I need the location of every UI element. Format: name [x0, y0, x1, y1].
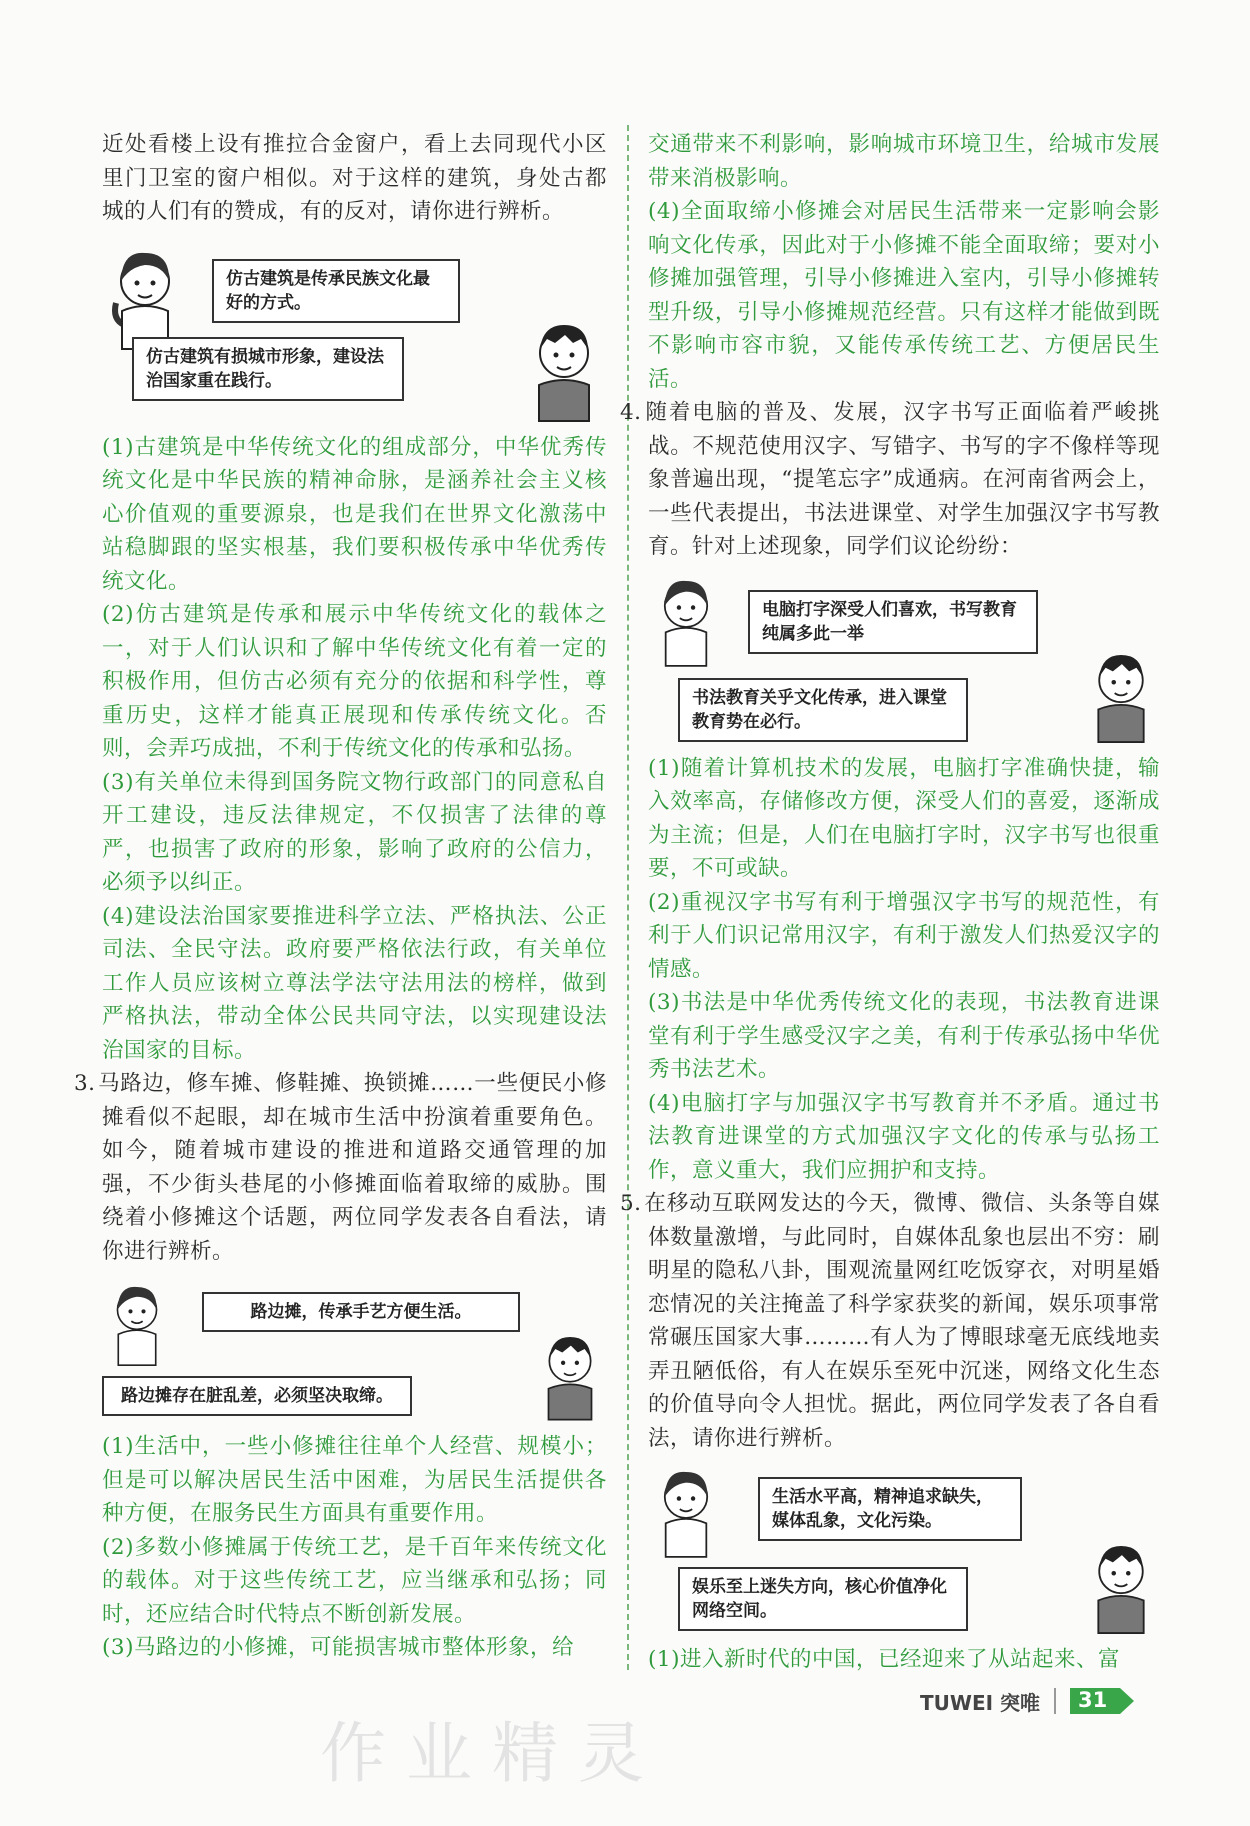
girl-illustration [102, 241, 188, 351]
boy-illustration [1082, 644, 1160, 744]
answer-q4-2: (2)重视汉字书写有利于增强汉字书写的规范性，有利于人们识记常用汉字，有利于激发人们热爱汉字的情感。 [648, 889, 1160, 982]
question-5 [620, 1187, 1160, 1455]
left-column [74, 128, 607, 1665]
speech-bubble-boy: 书法教育关乎文化传承，进入课堂教育势在必行。 [678, 678, 968, 742]
girl-illustration [648, 1461, 724, 1559]
answer-q3-1: (1)生活中，一些小修摊往往单个人经营、规模小；但是可以解决居民生活中困难，为居民生活提供各种方便，在服务民生方面具有重要作用。 [102, 1434, 607, 1526]
question-4-number: 4. [620, 400, 642, 425]
speech-bubble-boy: 路边摊存在脏乱差，必须坚决取缔。 [102, 1376, 412, 1416]
boy-illustration [533, 1326, 607, 1422]
answer-q2-1: (1)古建筑是中华传统文化的组成部分，中华优秀传统文化是中华民族的精神命脉，是涵养社会主义核心价值观的重要源泉，也是我们在世界文化激荡中站稳脚跟的坚实根基，我们要积极传承中华优秀传统文化。 [102, 434, 607, 594]
speech-bubble-boy: 娱乐至上迷失方向，核心价值净化网络空间。 [678, 1567, 968, 1631]
question-5-text: 在移动互联网发达的今天，微博、微信、头条等自媒体数量激增，与此同时，自媒体乱象也层出不穷：刷明星的隐私八卦，围观流量网红吃饭穿衣，对明星婚恋情况的关注掩盖了科学家获奖的新闻，娱乐项事常常碾压国家大事………有人为了博眼球毫无底线地卖弄丑陋低俗，有人在娱乐至死中沉迷，网络文化生态的价值导向令人担忧。据此，两位同学发表了各自看法，请你进行辨析。 [644, 1191, 1160, 1451]
answer-q2-4: (4)建设法治国家要推进科学立法、严格执法、公正司法、全民守法。政府要严格依法行政，有关单位工作人员应该树立尊法学法守法用法的榜样，做到严格执法，带动全体公民共同守法，以实现建设法治国家的目标。 [102, 903, 607, 1063]
page-number-badge [1070, 1686, 1134, 1716]
answer-q4-1: (1)随着计算机技术的发展，电脑打字准确快捷，输入效率高，存储修改方便，深受人们的喜爱，逐渐成为主流；但是，人们在电脑打字时，汉字书写也很重要，不可或缺。 [648, 755, 1160, 881]
speech-bubble-boy: 仿古建筑有损城市形象，建设法治国家重在践行。 [132, 337, 404, 401]
cartoon-q5 [648, 1459, 1160, 1635]
question-3-text: 马路边，修车摊、修鞋摊、换锁摊……一些便民小修摊看似不起眼，却在城市生活中扮演着重要角色。如今，随着城市建设的推进和道路交通管理的加强，不少街头巷尾的小修摊面临着取缔的威胁。围绕着小修摊这个话题，两位同学发表各自看法，请你进行辨析。 [98, 1071, 607, 1264]
question-2-continuation: 近处看楼上设有推拉合金窗户，看上去同现代小区里门卫室的窗户相似。对于这样的建筑，身处古都城的人们有的赞成，有的反对，请你进行辨析。 [102, 132, 607, 224]
speech-bubble-girl: 仿古建筑是传承民族文化最好的方式。 [212, 259, 460, 323]
brand-label: TUWEI 突唯 [920, 1690, 1041, 1715]
column-divider [627, 125, 629, 1670]
question-4-text: 随着电脑的普及、发展，汉字书写正面临着严峻挑战。不规范使用汉字、写错字、书写的字不像样等现象普遍出现，“提笔忘字”成通病。在河南省两会上，一些代表提出，书法进课堂、对学生加强汉字书写教育。针对上述现象，同学们议论纷纷： [644, 400, 1160, 559]
answer-q2-2: (2)仿古建筑是传承和展示中华传统文化的载体之一，对于人们认识和了解中华传统文化有着一定的积极作用，但仿古必须有充分的依据和科学性，尊重历史，这样才能真正展现和传承传统文化。否则，会弄巧成拙，不利于传统文化的传承和弘扬。 [102, 602, 607, 761]
answer-q3-2: (2)多数小修摊属于传统工艺，是千百年来传统文化的载体。对于这些传统工艺，应当继承和弘扬；同时，还应结合时代特点不断创新发展。 [102, 1534, 607, 1627]
watermark: 作业精灵 [320, 1715, 664, 1792]
speech-bubble-girl: 电脑打字深受人们喜欢，书写教育纯属多此一举 [748, 590, 1038, 654]
footer-separator [1054, 1688, 1056, 1714]
speech-bubble-girl: 路边摊，传承手艺方便生活。 [202, 1292, 520, 1332]
answer-q4-3: (3)书法是中华优秀传统文化的表现，书法教育进课堂有利于学生感受汉字之美，有利于传承弘扬中华优秀书法艺术。 [648, 990, 1160, 1082]
page-number: 31 [1078, 1688, 1108, 1712]
speech-bubble-girl: 生活水平高，精神追求缺失，媒体乱象，文化污染。 [758, 1477, 1022, 1541]
question-5-number: 5. [620, 1191, 642, 1216]
answer-q4-4: (4)电脑打字与加强汉字书写教育并不矛盾。通过书法教育进课堂的方式加强汉字文化的传承与弘扬工作，意义重大，我们应拥护和支持。 [648, 1090, 1160, 1183]
boy-illustration [521, 313, 607, 423]
answer-q2-3: (3)有关单位未得到国务院文物行政部门的同意私自开工建设，违反法律规定，不仅损害了法律的尊严，也损害了政府的形象，影响了政府的公信力，必须予以纠正。 [102, 769, 607, 895]
answer-q3-4: (4)全面取缔小修摊会对居民生活带来一定影响会影响文化传承，因此对于小修摊不能全面取缔；要对小修摊加强管理，引导小修摊进入室内，引导小修摊转型升级，引导小修摊规范经营。只有这样才能做到既不影响市容市貌，又能传承传统工艺、方便居民生活。 [648, 199, 1160, 392]
answer-q3-3-continued: 交通带来不利影响，影响城市环境卫生，给城市发展带来消极影响。 [648, 132, 1160, 191]
question-4 [620, 396, 1160, 564]
boy-illustration [1082, 1535, 1160, 1635]
cartoon-q2 [102, 233, 607, 423]
question-3 [74, 1067, 607, 1268]
answer-q5-1: (1)进入新时代的中国，已经迎来了从站起来、富 [648, 1647, 1120, 1672]
right-column [620, 128, 1160, 1677]
question-3-number: 3. [74, 1071, 96, 1096]
cartoon-q3 [102, 1272, 607, 1422]
page-footer [920, 1686, 1134, 1716]
girl-illustration [648, 570, 724, 668]
cartoon-q4 [648, 568, 1160, 744]
answer-q3-3: (3)马路边的小修摊，可能损害城市整体形象，给 [102, 1635, 574, 1660]
girl-illustration [102, 1276, 172, 1368]
